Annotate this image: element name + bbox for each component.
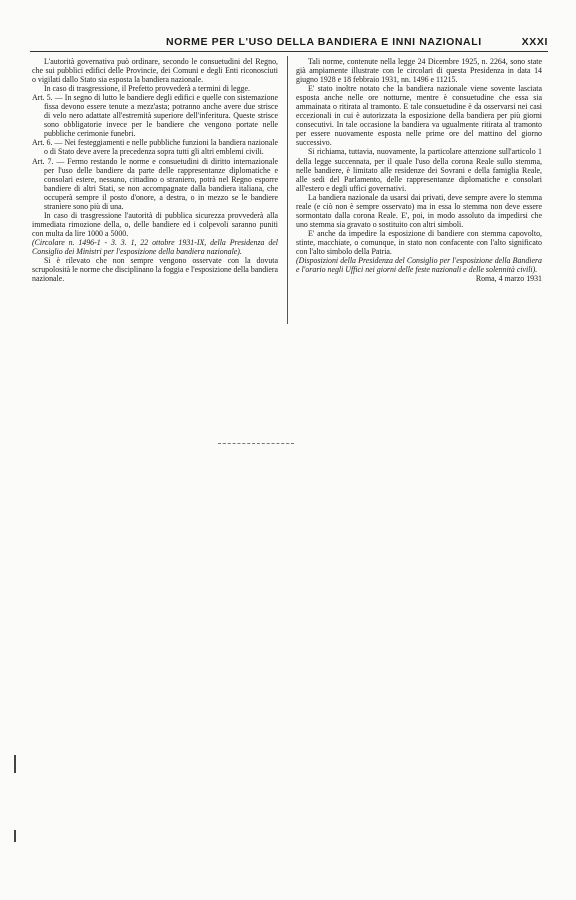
signature-line: Roma, 4 marzo 1931 bbox=[475, 274, 542, 284]
paragraph: In caso di trasgressione, il Prefetto provvederà a termini di legge. bbox=[44, 84, 250, 94]
margin-mark bbox=[14, 755, 16, 773]
paragraph: Si è rilevato che non sempre vengono osservate con la dovuta scrupolosità le norme che disciplinano la foggia e l'esposizione della bandiera nazionale. bbox=[32, 256, 278, 284]
circolare-citation: (Circolare n. 1496-1 - 3. 3. 1, 22 ottobre 1931-IX, della Presidenza del Consiglio dei Ministri per l'esposizione della bandiera nazionale). bbox=[32, 237, 278, 256]
left-column bbox=[32, 57, 278, 283]
header-rule bbox=[30, 51, 548, 52]
right-column bbox=[296, 57, 542, 283]
paragraph: La bandiera nazionale da usarsi dai privati, deve sempre avere lo stemma reale (e ciò non è sempre osservato) ma in essa lo stemma non deve essere sormontato dalla corona Reale. E', poi, in modo assoluto da impedirsi che uno stemma sia gravato o sostituito con altri simboli. bbox=[296, 192, 542, 229]
disposizioni-citation: (Disposizioni della Presidenza del Consiglio per l'esposizione della Bandiera e l'orario negli Uffici nei giorni delle feste nazionali e delle solennità civili). bbox=[296, 256, 542, 275]
page-number: XXXI bbox=[521, 36, 548, 48]
column-divider bbox=[287, 56, 288, 324]
header-title: NORME PER L'USO DELLA BANDIERA E INNI NAZIONALI bbox=[166, 36, 482, 48]
section-rule bbox=[218, 443, 294, 444]
paragraph: L'autorità governativa può ordinare, secondo le consuetudini del Regno, che sui pubblici edifici delle Provincie, dei Comuni e degli Enti riconosciuti o vigilati dallo Stato sia esposta la bandiera nazionale. bbox=[32, 57, 278, 85]
paragraph: E' stato inoltre notato che la bandiera nazionale viene sovente lasciata esposta anche nelle ore notturne, mentre è consuetudine che essa sia ammainata o ritirata al tramonto. E tale consuetudine è da osservarsi nei casi eccezionali in cui è autorizzata la esposizione della bandiera per più giorni consecutivi. In tale occasione la bandiera va ugualmente ritirata al tramonto per essere nuovamente esposta nelle prime ore del mattino del giorno successivo. bbox=[296, 84, 542, 148]
paragraph: Tali norme, contenute nella legge 24 Dicembre 1925, n. 2264, sono state già ampiamente illustrate con le circolari di questa Presidenza in data 14 giugno 1928 e 18 febbraio 1931, nn. 1496 e 11215. bbox=[296, 57, 542, 85]
article-5: Art. 5. — In segno di lutto le bandiere degli edifici e quelle con sistemazione fissa devono essere tenute a mezz'asta; potranno anche avere due strisce di velo nero adattate all'estremità superiore dell'inferitura. Queste strisce sono obbligatorie invece per le bandiere che vengono portate nelle pubbliche cerimonie funebri. bbox=[32, 93, 278, 139]
running-header bbox=[30, 36, 548, 50]
paragraph: E' anche da impedire la esposizione di bandiere con stemma capovolto, stinte, macchiate, o comunque, in stato non confacente con l'alto significato con l'alto simbolo della Patria. bbox=[296, 228, 542, 256]
paragraph: Si richiama, tuttavia, nuovamente, la particolare attenzione sull'articolo 1 della legge succennata, per il quale l'uso della corona Reale sullo stemma, nelle bandiere, è limitato alle residenze dei Sovrani e della famiglia Reale, alle sedi del Parlamento, delle rappresentanze diplomatiche e consolari all'estero e degli uffici governativi. bbox=[296, 147, 542, 193]
article-6: Art. 6. — Nei festeggiamenti e nelle pubbliche funzioni la bandiera nazionale o di Stato deve avere la precedenza sopra tutti gli altri emblemi civili. bbox=[32, 138, 278, 157]
paragraph: In caso di trasgressione l'autorità di pubblica sicurezza provvederà alla immediata rimozione della, o, delle bandiere ed i colpevoli saranno puniti con multa da lire 1000 a 5000. bbox=[32, 210, 278, 238]
margin-mark bbox=[14, 830, 16, 842]
article-7: Art. 7. — Fermo restando le norme e consuetudini di diritto internazionale per l'uso delle bandiere da parte delle rappresentanze diplomatiche e consolari estere, nessuno, cittadino o straniero, potrà nel Regno esporre bandiere di altri Stati, se non accompagnate dalla bandiera italiana, che occuperà sempre il posto d'onore, a destra, o in mezzo se le bandiere straniere sono più di una. bbox=[32, 156, 278, 211]
